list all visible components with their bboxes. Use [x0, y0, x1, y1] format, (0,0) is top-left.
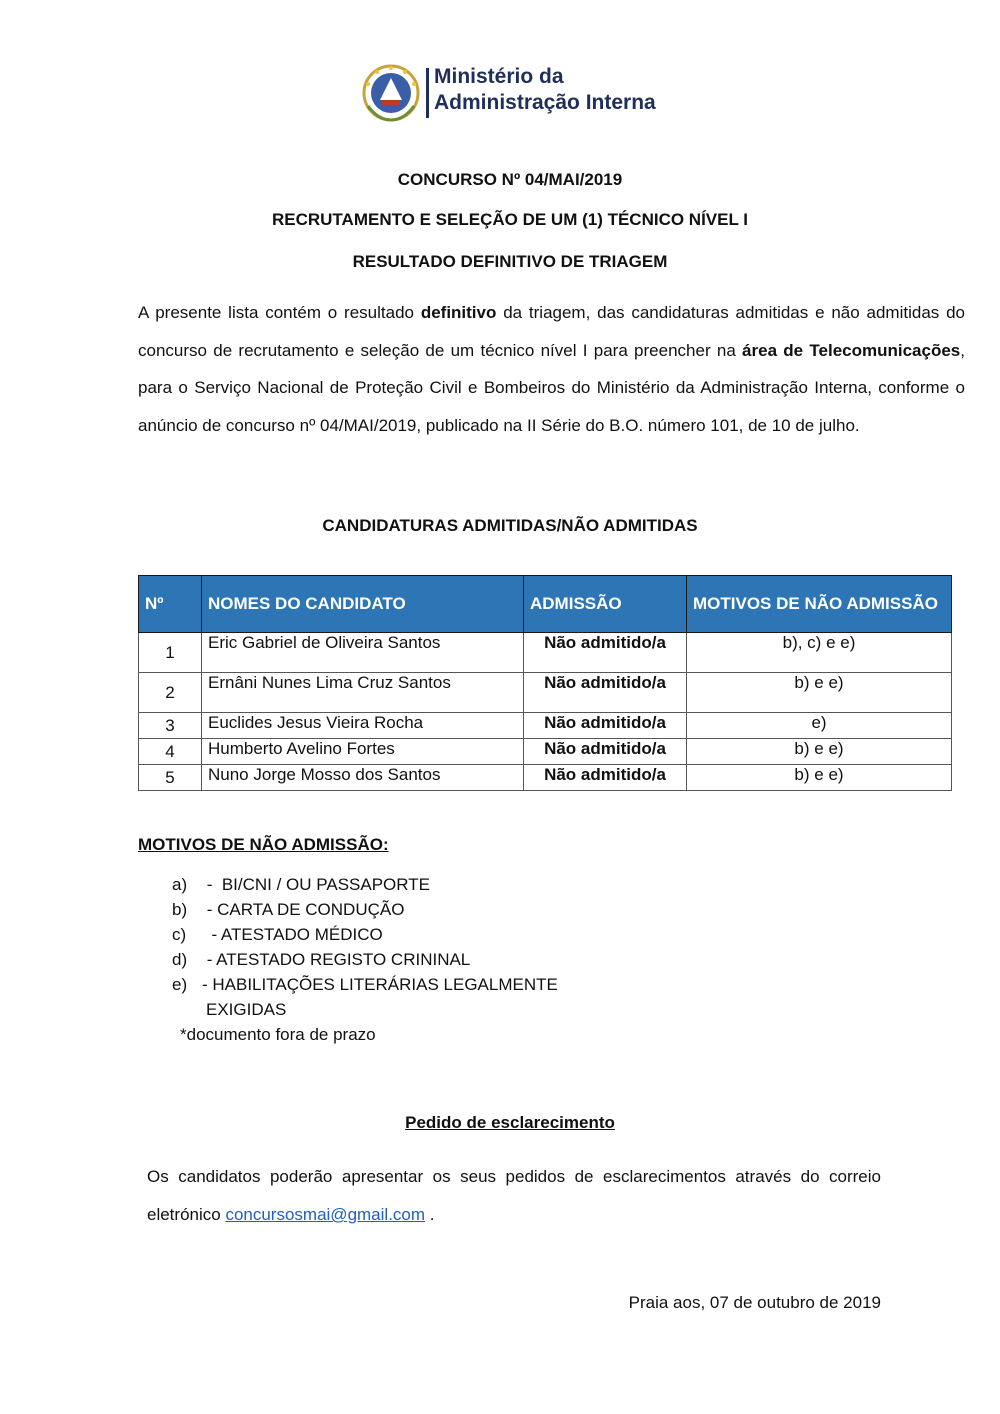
row-num: 1 — [139, 633, 202, 673]
contest-title: CONCURSO Nº 04/MAI/2019 — [397, 170, 623, 189]
logo-line-2: Administração Interna — [434, 91, 656, 114]
row-name: Humberto Avelino Fortes — [202, 739, 524, 765]
intro-paragraph — [138, 294, 965, 444]
clarification-text: Os candidatos poderão apresentar os seus pedidos de esclarecimentos através do correio eletrónico — [147, 1167, 881, 1224]
clarification-title: Pedido de esclarecimento — [405, 1113, 615, 1132]
intro-bold-definitivo: definitivo — [420, 303, 497, 322]
list-item — [172, 922, 562, 947]
list-item — [172, 897, 562, 922]
row-admission: Não admitido/a — [524, 739, 687, 765]
row-name: Ernâni Nunes Lima Cruz Santos — [202, 673, 524, 713]
list-item — [172, 947, 562, 972]
list-item-text: - BI/CNI / OU PASSAPORTE — [202, 875, 430, 894]
result-title: RESULTADO DEFINITIVO DE TRIAGEM — [352, 252, 668, 271]
row-admission: Não admitido/a — [524, 765, 687, 791]
row-num: 4 — [139, 739, 202, 765]
ministry-logo — [360, 62, 660, 124]
list-item-letter: a) — [172, 875, 188, 894]
list-item — [172, 872, 562, 897]
row-name: Nuno Jorge Mosso dos Santos — [202, 765, 524, 791]
clarification-tail: . — [425, 1205, 435, 1224]
row-reasons: b), c) e e) — [687, 633, 952, 673]
list-item-text: - ATESTADO REGISTO CRININAL — [202, 950, 471, 969]
coat-of-arms-icon — [360, 62, 422, 124]
logo-text — [434, 64, 656, 116]
row-reasons: b) e e) — [687, 739, 952, 765]
header-admission: ADMISSÃO — [524, 576, 687, 633]
candidaturas-title: CANDIDATURAS ADMITIDAS/NÃO ADMITIDAS — [322, 516, 698, 535]
list-item-letter: e) — [172, 975, 188, 994]
recruitment-title: RECRUTAMENTO E SELEÇÃO DE UM (1) TÉCNICO NÍVEL I — [271, 210, 749, 229]
row-admission: Não admitido/a — [524, 713, 687, 739]
document-date: Praia aos, 07 de outubro de 2019 — [628, 1293, 881, 1312]
row-name: Euclides Jesus Vieira Rocha — [202, 713, 524, 739]
table-row — [139, 673, 952, 713]
table-row — [139, 739, 952, 765]
candidates-table — [138, 575, 952, 791]
list-item-text: - HABILITAÇÕES LITERÁRIAS LEGALMENTE EXIGIDAS — [202, 975, 558, 1019]
logo-line-1: Ministério da — [434, 65, 564, 88]
email-link[interactable]: concursosmai@gmail.com — [225, 1205, 426, 1224]
row-admission: Não admitido/a — [524, 673, 687, 713]
reasons-title: MOTIVOS DE NÃO ADMISSÃO: — [138, 835, 389, 854]
list-item-letter: c) — [172, 925, 187, 944]
table-row — [139, 765, 952, 791]
list-item-letter: b) — [172, 900, 188, 919]
row-reasons: b) e e) — [687, 673, 952, 713]
header-name: NOMES DO CANDIDATO — [202, 576, 524, 633]
list-item — [172, 972, 562, 1022]
list-item-letter: d) — [172, 950, 188, 969]
table-row — [139, 713, 952, 739]
row-admission: Não admitido/a — [524, 633, 687, 673]
header-num: Nº — [139, 576, 202, 633]
list-item-text: - CARTA DE CONDUÇÃO — [202, 900, 405, 919]
row-num: 5 — [139, 765, 202, 791]
row-num: 2 — [139, 673, 202, 713]
logo-divider — [426, 68, 429, 118]
intro-text-1: A presente lista contém o resultado — [138, 303, 421, 322]
row-num: 3 — [139, 713, 202, 739]
table-row — [139, 633, 952, 673]
clarification-paragraph — [147, 1158, 881, 1234]
list-item-text: - ATESTADO MÉDICO — [202, 925, 383, 944]
intro-text-2: da triagem, das candidaturas admitidas e não admitidas do concurso de recrutamento e seleção de um técnico nível I para preencher na — [138, 303, 966, 360]
intro-text-3: , para o Serviço Nacional de Proteção Civil e Bombeiros do Ministério da Administração Interna, conforme o anúncio de concurso nº 04/MAI/2019, publicado na II Série do B.O. número 101, de 10 de julho. — [138, 340, 965, 435]
row-reasons: e) — [687, 713, 952, 739]
intro-bold-area: área de Telecomunicações — [742, 340, 961, 360]
table-header-row — [139, 576, 952, 633]
row-name: Eric Gabriel de Oliveira Santos — [202, 633, 524, 673]
late-document-note: *documento fora de prazo — [180, 1025, 376, 1044]
row-reasons: b) e e) — [687, 765, 952, 791]
reasons-list — [172, 872, 562, 1047]
header-reasons: MOTIVOS DE NÃO ADMISSÃO — [687, 576, 952, 633]
